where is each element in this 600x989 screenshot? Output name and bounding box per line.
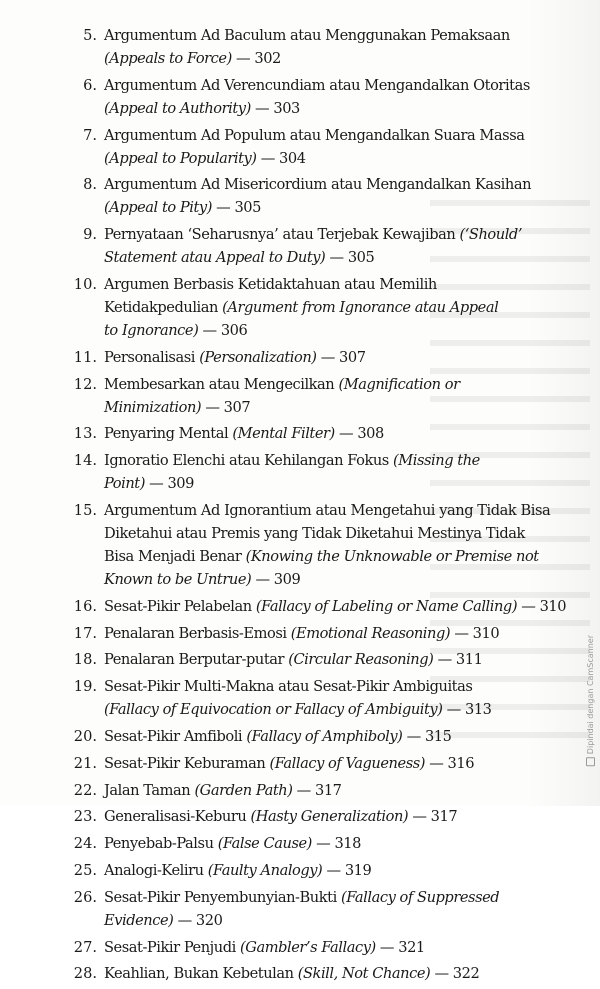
entry-text: Sesat-Pikir Keburaman [104, 754, 270, 772]
toc-entry [0, 622, 600, 645]
entry-text: — 321 [375, 938, 425, 956]
entry-text: Ketidakpedulian [104, 298, 223, 316]
table-of-contents [0, 24, 600, 989]
english-term: Minimization) [104, 398, 202, 416]
toc-entry [0, 74, 600, 120]
entry-line [104, 296, 600, 319]
toc-entry [0, 373, 600, 419]
entry-text: Penyebab-Palsu [104, 835, 218, 853]
entry-line [104, 196, 600, 219]
entry-text: — 309 [251, 570, 301, 588]
english-term: (Appeal to Authority) [104, 99, 251, 117]
entry-text: — 305 [211, 199, 261, 217]
entry-line [104, 124, 600, 147]
entry-number: 8. [83, 176, 97, 194]
entry-line [104, 173, 600, 196]
toc-entry [0, 832, 600, 855]
entry-text: Personalisasi [104, 348, 200, 366]
toc-entry [0, 962, 600, 985]
entry-text: Generalisasi-Keburu [104, 808, 251, 826]
english-term: (Emotional Reasoning) [290, 624, 451, 642]
entry-text: — 303 [250, 99, 300, 117]
entry-number: 25. [73, 861, 97, 879]
toc-entry [0, 936, 600, 959]
entry-line [104, 725, 600, 748]
entry-number: 11. [73, 348, 97, 366]
entry-number: 6. [83, 76, 97, 94]
entry-number: 14. [73, 452, 97, 470]
entry-text: Penalaran Berbasis-Emosi [104, 624, 291, 642]
entry-number: 5. [83, 27, 97, 44]
entry-text: — 317 [292, 781, 342, 799]
entry-text: Diketahui atau Premis yang Tidak Diketahui Mestinya Tidak [104, 524, 525, 542]
toc-entry [0, 675, 600, 721]
entry-text: Bisa Menjadi Benar [104, 547, 246, 565]
entry-line [104, 622, 600, 645]
entry-number: 26. [73, 888, 97, 906]
entry-line [104, 319, 600, 342]
english-term: (Appeal to Pity) [104, 199, 212, 217]
entry-line [104, 396, 600, 419]
english-term: (Fallacy of Amphiboly) [246, 727, 403, 745]
entry-text: Argumentum Ad Misericordium atau Mengandalkan Kasihan [104, 176, 532, 194]
entry-line [104, 97, 600, 120]
entry-line [104, 595, 600, 618]
entry-text: Argumentum Ad Baculum atau Menggunakan Pemaksaan [104, 27, 510, 44]
entry-line [104, 47, 600, 70]
entry-text: — 322 [430, 965, 480, 983]
toc-entry [0, 449, 600, 495]
entry-line [104, 522, 600, 545]
entry-number: 21. [73, 754, 97, 772]
entry-text: — 320 [173, 911, 223, 929]
entry-text: — 310 [517, 597, 567, 615]
entry-line [104, 499, 600, 522]
entry-text: — 306 [198, 321, 248, 339]
entry-text: Ignoratio Elenchi atau Kehilangan Fokus [104, 452, 394, 470]
entry-text: Sesat-Pikir Penjudi [104, 938, 241, 956]
entry-line [104, 805, 600, 828]
entry-number: 17. [73, 624, 97, 642]
entry-text: Penyaring Mental [104, 425, 233, 443]
entry-number: 16. [73, 597, 97, 615]
entry-text: — 305 [325, 249, 375, 267]
entry-text: Argumentum Ad Ignorantium atau Mengetahui yang Tidak Bisa [104, 501, 551, 519]
english-term: (Mental Filter) [232, 425, 335, 443]
entry-line [104, 545, 600, 568]
toc-entry [0, 779, 600, 802]
entry-line [104, 472, 600, 495]
entry-line [104, 675, 600, 698]
entry-number: 7. [83, 126, 97, 144]
entry-text: — 307 [201, 398, 251, 416]
toc-entry [0, 752, 600, 775]
entry-line [104, 373, 600, 396]
english-term: Statement atau Appeal to Duty) [104, 249, 326, 267]
scanner-watermark [586, 635, 595, 766]
toc-entry [0, 499, 600, 591]
entry-line [104, 779, 600, 802]
entry-line [104, 698, 600, 721]
english-term: (Gambler’s Fallacy) [240, 938, 376, 956]
entry-line [104, 936, 600, 959]
english-term: (Fallacy of Labeling or Name Calling) [255, 597, 518, 615]
watermark-text: Dipindai dengan CamScanner [586, 634, 595, 754]
entry-number: 10. [73, 275, 97, 293]
english-term: (Knowing the Unknowable or Premise not [245, 547, 539, 565]
entry-text: Jalan Taman [104, 781, 195, 799]
entry-text: Sesat-Pikir Penyembunyian-Bukti [104, 888, 341, 906]
toc-entry [0, 346, 600, 369]
entry-text: — 318 [311, 835, 361, 853]
english-term: (Skill, Not Chance) [297, 965, 431, 983]
english-term: (Fallacy of Equivocation or Fallacy of Ambiguity) [104, 701, 443, 719]
entry-text: — 307 [316, 348, 366, 366]
entry-number: 20. [73, 727, 97, 745]
english-term: (False Cause) [217, 835, 312, 853]
entry-line [104, 24, 600, 47]
toc-entry [0, 223, 600, 269]
entry-line [104, 346, 600, 369]
toc-entry [0, 173, 600, 219]
toc-entry [0, 595, 600, 618]
english-term: (Argument from Ignorance atau Appeal [222, 298, 499, 316]
entry-line [104, 273, 600, 296]
entry-number: 12. [73, 375, 97, 393]
english-term: (Hasty Generalization) [250, 808, 409, 826]
entry-text: Sesat-Pikir Pelabelan [104, 597, 256, 615]
english-term: (Personalization) [199, 348, 317, 366]
english-term: Known to be Untrue) [104, 570, 252, 588]
entry-line [104, 422, 600, 445]
entry-number: 18. [73, 651, 97, 669]
entry-line [104, 752, 600, 775]
entry-text: Sesat-Pikir Multi-Makna atau Sesat-Pikir Ambiguitas [104, 678, 473, 696]
entry-number: 23. [73, 808, 97, 826]
entry-text: Penalaran Berputar-putar [104, 651, 289, 669]
entry-text: — 317 [408, 808, 458, 826]
entry-text: Argumen Berbasis Ketidaktahuan atau Memilih [104, 275, 437, 293]
entry-text: Membesarkan atau Mengecilkan [104, 375, 339, 393]
entry-line [104, 648, 600, 671]
entry-text: Argumentum Ad Populum atau Mengandalkan Suara Massa [104, 126, 525, 144]
english-term: (Appeals to Force) [104, 50, 232, 67]
entry-number: 28. [73, 965, 97, 983]
entry-text: Keahlian, Bukan Kebetulan [104, 965, 298, 983]
entry-line [104, 886, 600, 909]
entry-text: — 308 [334, 425, 384, 443]
entry-line [104, 223, 600, 246]
entry-text: — 304 [256, 149, 306, 167]
toc-entry [0, 422, 600, 445]
english-term: (Fallacy of Suppressed [340, 888, 500, 906]
entry-text: — 302 [231, 50, 281, 67]
entry-line [104, 74, 600, 97]
entry-number: 27. [73, 938, 97, 956]
toc-entry [0, 124, 600, 170]
english-term: (Magnification or [338, 375, 460, 393]
toc-entry [0, 648, 600, 671]
toc-entry [0, 24, 600, 70]
entry-number: 24. [73, 835, 97, 853]
english-term: (Garden Path) [194, 781, 293, 799]
entry-text: — 319 [322, 861, 372, 879]
entry-number: 22. [73, 781, 97, 799]
entry-line [104, 147, 600, 170]
toc-entry [0, 805, 600, 828]
entry-text: — 309 [144, 475, 194, 493]
english-term: (Circular Reasoning) [288, 651, 434, 669]
entry-line [104, 568, 600, 591]
english-term: (Appeal to Popularity) [104, 149, 257, 167]
entry-number: 9. [83, 226, 97, 244]
entry-line [104, 246, 600, 269]
toc-entry [0, 725, 600, 748]
english-term: (Missing the [393, 452, 480, 470]
entry-text: — 310 [450, 624, 500, 642]
english-term: Point) [104, 475, 145, 493]
entry-text: Argumentum Ad Verencundiam atau Mengandalkan Otoritas [104, 76, 530, 94]
english-term: (Fallacy of Vagueness) [269, 754, 426, 772]
entry-text: Analogi-Keliru [104, 861, 208, 879]
entry-text: — 316 [425, 754, 475, 772]
entry-line [104, 962, 600, 985]
camscanner-icon [586, 757, 595, 766]
english-term: (‘Should’ [459, 226, 523, 244]
toc-entry [0, 273, 600, 342]
entry-number: 19. [73, 678, 97, 696]
toc-entry [0, 886, 600, 932]
english-term: (Faulty Analogy) [207, 861, 323, 879]
entry-line [104, 909, 600, 932]
entry-line [104, 449, 600, 472]
english-term: Evidence) [104, 911, 174, 929]
entry-number: 13. [73, 425, 97, 443]
entry-number: 15. [73, 501, 97, 519]
entry-text: — 311 [433, 651, 483, 669]
entry-text: — 315 [402, 727, 452, 745]
entry-line [104, 832, 600, 855]
entry-text: Sesat-Pikir Amfiboli [104, 727, 247, 745]
toc-entry [0, 859, 600, 882]
entry-line [104, 859, 600, 882]
english-term: to Ignorance) [104, 321, 199, 339]
entry-text: Pernyataan ‘Seharusnya’ atau Terjebak Kewajiban [104, 226, 460, 244]
entry-text: — 313 [442, 701, 492, 719]
